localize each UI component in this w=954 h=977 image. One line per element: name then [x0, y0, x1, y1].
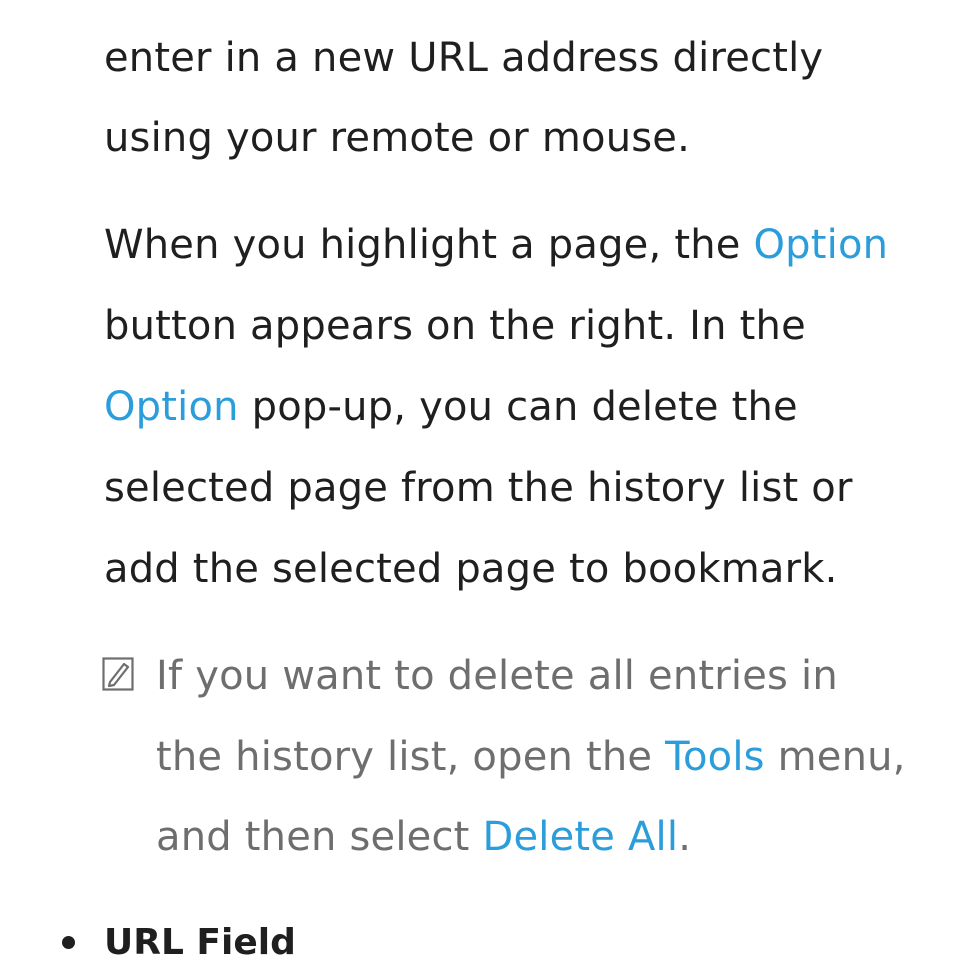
option-term: Option [753, 222, 889, 268]
option-term: Option [104, 384, 239, 430]
tools-term: Tools [665, 734, 765, 780]
note-icon [102, 657, 134, 691]
paragraph2-line1-text: When you highlight a page, the [104, 222, 754, 268]
note-line2-text: the history list, open the [156, 734, 666, 780]
note-line3-end: . [678, 814, 692, 860]
note-line3-text: and then select [156, 814, 483, 860]
bullet-dot [62, 936, 75, 949]
note-line2-end: menu, [764, 734, 906, 780]
paragraph2-line3 [104, 382, 798, 432]
paragraph1-line1: enter in a new URL address directly [104, 35, 824, 81]
note-line3 [156, 812, 691, 862]
paragraph2-line5: add the selected page to bookmark. [104, 546, 838, 592]
bullet-title: URL Field [104, 922, 296, 963]
paragraph2-line4: selected page from the history list or [104, 465, 853, 511]
paragraph1-line2: using your remote or mouse. [104, 115, 691, 161]
paragraph2-line3-text: pop-up, you can delete the [238, 384, 798, 430]
note-line2 [156, 732, 906, 782]
delete-all-term: Delete All [482, 814, 679, 860]
paragraph2-line2: button appears on the right. In the [104, 303, 806, 349]
paragraph2-line1 [104, 220, 888, 270]
note-line1: If you want to delete all entries in [156, 653, 838, 699]
